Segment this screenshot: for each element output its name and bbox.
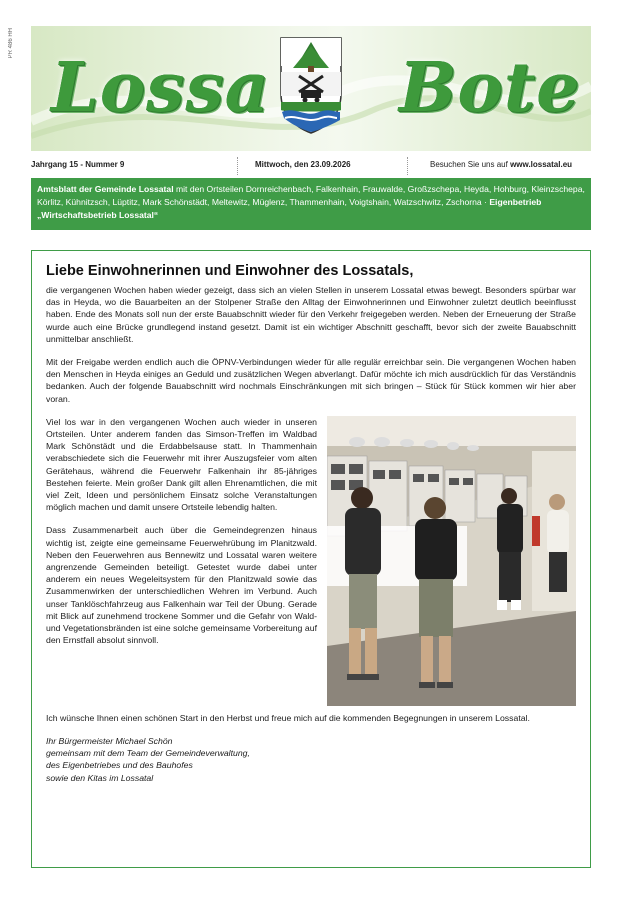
masthead-title-right: Bote bbox=[399, 48, 581, 128]
lossatal-coat-of-arms-icon bbox=[279, 36, 343, 134]
fire-station-exhibition-photo bbox=[327, 416, 576, 706]
divider bbox=[237, 157, 238, 175]
masthead bbox=[31, 26, 591, 151]
gazette-enterprise: Eigenbetrieb „Wirtschaftsbetrieb Lossatal“ bbox=[37, 197, 542, 220]
paragraph: Viel los war in den vergangenen Wochen auch wieder in unseren Ortsteilen. Unter anderem fanden das Simson-Treffen im Waldbad Mark Schönstädt und die Erdabbelsause statt. In Thammenhain verabschiedete sich die Feuerwehr mit ihrer Auszugsfeier vom alten Gerätehaus, während die Feuerwehr Falkenhain ihr 85-jähriges Bestehen feierte. Mein großer Dank gilt allen Ehrenamtlichen, die mit viel Zeit, Ideen und persönlichem Einsatz solche Veranstaltungen möglich machen und damit unsere Ortsteile lebendig halten. bbox=[46, 416, 317, 513]
signoff-line: Ihr Bürgermeister Michael Schön bbox=[46, 736, 173, 747]
mayor-letter bbox=[31, 250, 591, 868]
signoff-line: gemeinsam mit dem Team der Gemeindeverwaltung, bbox=[46, 748, 250, 759]
signoff-line: sowie den Kitas im Lossatal bbox=[46, 772, 154, 783]
official-gazette-banner bbox=[31, 178, 591, 230]
divider bbox=[407, 157, 408, 175]
masthead-title-left: Lossa bbox=[51, 48, 270, 128]
exhibition-photo-image bbox=[327, 416, 576, 706]
website-prefix: Besuchen Sie uns auf bbox=[430, 160, 508, 169]
paragraph: Dass Zusammenarbeit auch über die Gemeindegrenzen hinaus wichtig ist, zeigte eine gemeinsame Feuerwehrübung im Planitzwald. Neben den Feuerwehren aus Bennewitz und Lossatal waren weitere angrenzende Gemeinden beteiligt. Getestet wurde dabei unter anderem ein neues Wegeleitsystem für den Planitzwald sowie das Zusammenwirken der unterschiedlichen Wehren im Verbund. Auch unser Tanklöschfahrzeug aus Falkenhain war Teil der Übung. Gerade mit Blick auf zunehmend trockene Sommer und die Gefahr von Wald- und Vegetationsbränden ist eine solche gemeinsame Vorbereitung auf den Ernstfall absolut sinnvoll. bbox=[46, 525, 317, 646]
paragraph: Ich wünsche Ihnen einen schönen Start in den Herbst und freue mich auf die kommenden Begegnungen in unserem Lossatal. bbox=[46, 712, 530, 723]
paragraph: Mit der Freigabe werden endlich auch die ÖPNV-Verbindungen wieder für alle regulär erreichbar sein. Die vergangenen Wochen haben den Menschen in Heyda einiges an Geduld und zusätzlichen Wegen abverlangt. Dafür möchte ich mich ausdrücklich für das Verständnis bedanken. Auch der folgende Bauabschnitt wird nochmals Einschränkungen mit sich bringen – Stück für Stück kommen wir hier aber voran. bbox=[46, 357, 576, 404]
website-link[interactable]: www.lossatal.eu bbox=[510, 160, 573, 169]
website-note bbox=[430, 160, 572, 169]
issue-number: Jahrgang 15 - Nummer 9 bbox=[31, 160, 125, 169]
print-code: PR 486 HH bbox=[8, 28, 14, 59]
signoff-line: des Eigenbetriebes und des Bauhofes bbox=[46, 760, 193, 771]
signature-block bbox=[46, 735, 576, 784]
issue-info-row bbox=[31, 157, 591, 175]
letter-headline: Liebe Einwohnerinnen und Einwohner des Lossatals, bbox=[46, 263, 414, 279]
gazette-districts: mit den Ortsteilen Dornreichenbach, Falkenhain, Frauwalde, Großzschepa, Heyda, Hohburg, Kleinzschepa, Körlitz, Kühnitzsch, Lüptitz, Mark Schönstädt, Meltewitz, Müglenz, Thammenhain, Voigtshain, Watzschwitz, Zschorna · bbox=[37, 184, 585, 207]
gazette-title: Amtsblatt der Gemeinde Lossatal bbox=[37, 184, 174, 194]
paragraph: die vergangenen Wochen haben wieder gezeigt, dass sich an vielen Stellen in unserem Lossatal etwas bewegt. Besonders spürbar war das in Heyda, wo die Bauarbeiten an der Stolpener Straße den Alltag der Einwohnerinnen und Einwohner zuletzt deutlich beeinflusst haben. Ende des Monats soll nun der erste Bauabschnitt wieder für den Verkehr freigegeben werden. Neben der Erneuerung der Straße wurde auch eine Brücke grundlegend instand gesetzt. Damit ist ein wichtiger Abschnitt geschafft, bevor sich der zweite Bauabschnitt unmittelbar anschließt. bbox=[46, 285, 576, 344]
issue-date: Mittwoch, den 23.09.2026 bbox=[255, 160, 351, 169]
